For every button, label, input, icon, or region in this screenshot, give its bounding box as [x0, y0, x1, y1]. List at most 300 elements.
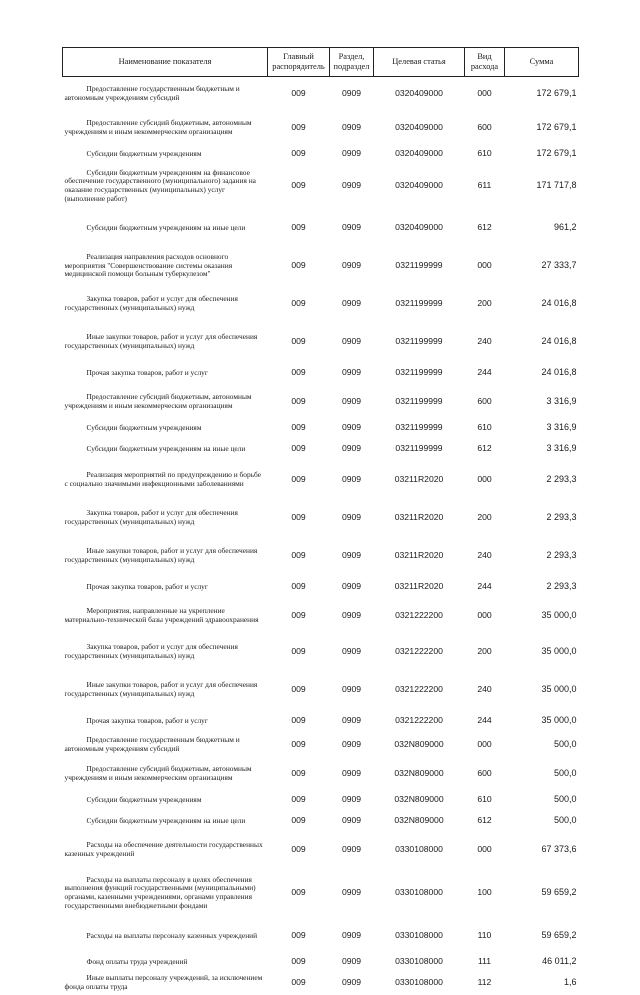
row-section [330, 709, 374, 733]
row-section [330, 791, 374, 809]
table-row [63, 599, 579, 633]
row-name-text: Предоставление субсидий бюджетным, автономным учреждениям и иным некоммерческим организациям [65, 764, 252, 782]
row-name-text: Прочая закупка товаров, работ и услуг [87, 368, 208, 377]
row-amount-text: 3 316,9 [546, 422, 576, 432]
row-section [330, 247, 374, 285]
row-main-admin-text: 009 [291, 148, 305, 158]
row-expense-type [465, 733, 505, 757]
row-target-article-text: 0321199999 [395, 336, 442, 346]
row-expense-type-text: 600 [477, 768, 491, 778]
row-section-text: 0909 [342, 474, 361, 484]
row-main-admin [268, 809, 330, 833]
row-name [63, 145, 268, 163]
row-target-article [374, 111, 465, 145]
row-target-article [374, 323, 465, 361]
row-amount [505, 111, 579, 145]
row-amount-text: 35 000,0 [541, 646, 576, 656]
row-expense-type [465, 461, 505, 499]
table-row [63, 461, 579, 499]
row-amount [505, 833, 579, 867]
row-expense-type [465, 419, 505, 437]
row-target-article-text: 0320409000 [395, 148, 443, 158]
row-section [330, 671, 374, 709]
table-row [63, 285, 579, 323]
row-amount-text: 27 333,7 [541, 260, 576, 270]
row-expense-type [465, 145, 505, 163]
row-amount [505, 867, 579, 919]
row-expense-type-text: 612 [477, 222, 491, 232]
row-target-article [374, 145, 465, 163]
row-expense-type-text: 200 [477, 298, 491, 308]
row-name-text: Прочая закупка товаров, работ и услуг [87, 582, 208, 591]
row-amount [505, 971, 579, 995]
row-amount-text: 171 717,8 [536, 180, 576, 190]
row-main-admin [268, 791, 330, 809]
row-section [330, 323, 374, 361]
row-amount-text: 24 016,8 [541, 298, 576, 308]
row-main-admin-text: 009 [291, 122, 305, 132]
row-expense-type [465, 809, 505, 833]
table-row [63, 791, 579, 809]
table-row [63, 537, 579, 575]
row-expense-type [465, 599, 505, 633]
table-row [63, 757, 579, 791]
row-name-text: Закупка товаров, работ и услуг для обеспечения государственных (муниципальных) нужд [65, 294, 238, 312]
row-expense-type-text: 244 [477, 581, 491, 591]
row-amount-text: 24 016,8 [541, 336, 576, 346]
row-section [330, 145, 374, 163]
row-expense-type [465, 437, 505, 461]
row-section-text: 0909 [342, 930, 361, 940]
header-section: Раздел, подраздел [330, 48, 374, 77]
row-expense-type-text: 112 [478, 977, 492, 987]
table-row [63, 733, 579, 757]
row-section [330, 733, 374, 757]
row-section-text: 0909 [342, 684, 361, 694]
row-target-article-text: 0321222200 [395, 646, 443, 656]
row-name-text: Прочая закупка товаров, работ и услуг [87, 716, 208, 725]
row-main-admin-text: 009 [291, 422, 305, 432]
row-amount [505, 633, 579, 671]
row-name [63, 419, 268, 437]
row-main-admin [268, 971, 330, 995]
row-amount [505, 209, 579, 247]
row-expense-type-text: 240 [477, 550, 491, 560]
row-section-text: 0909 [342, 739, 361, 749]
row-target-article [374, 385, 465, 419]
table-row [63, 499, 579, 537]
row-main-admin [268, 709, 330, 733]
row-main-admin [268, 867, 330, 919]
row-amount-text: 961,2 [554, 222, 577, 232]
row-amount-text: 35 000,0 [541, 610, 576, 620]
row-name-text: Субсидии бюджетным учреждениям [87, 423, 202, 432]
row-target-article [374, 437, 465, 461]
row-main-admin [268, 361, 330, 385]
row-section-text: 0909 [342, 794, 361, 804]
row-main-admin-text: 009 [291, 298, 305, 308]
row-name-text: Реализация направления расходов основного мероприятия "Совершенствование системы оказания медицинской помощи больным туберкулезом" [65, 252, 233, 278]
row-name-text: Предоставление государственным бюджетным и автономным учреждениям субсидий [65, 84, 240, 102]
row-target-article [374, 733, 465, 757]
row-name-text: Иные выплаты персоналу учреждений, за исключением фонда оплаты труда [65, 973, 263, 991]
row-target-article [374, 599, 465, 633]
row-amount [505, 953, 579, 971]
row-amount [505, 247, 579, 285]
row-name [63, 633, 268, 671]
row-main-admin-text: 009 [291, 260, 305, 270]
row-name-text: Субсидии бюджетным учреждениям на финансовое обеспечение государственного (муниципального) задания на оказание государственных (муниципальных) услуг (выполнение работ) [65, 168, 256, 203]
row-main-admin-text: 009 [291, 550, 305, 560]
row-expense-type [465, 77, 505, 112]
table-row [63, 111, 579, 145]
row-section [330, 385, 374, 419]
row-expense-type-text: 600 [477, 396, 491, 406]
row-amount [505, 791, 579, 809]
row-target-article [374, 971, 465, 995]
row-expense-type-text: 611 [478, 180, 492, 190]
row-expense-type [465, 633, 505, 671]
row-amount [505, 809, 579, 833]
row-main-admin-text: 009 [291, 367, 305, 377]
row-name [63, 575, 268, 599]
row-section [330, 461, 374, 499]
row-main-admin-text: 009 [291, 336, 305, 346]
row-main-admin [268, 419, 330, 437]
row-name-text: Предоставление субсидий бюджетным, автономным учреждениям и иным некоммерческим организациям [65, 118, 252, 136]
row-section-text: 0909 [342, 768, 361, 778]
row-amount [505, 419, 579, 437]
row-expense-type-text: 612 [477, 815, 491, 825]
row-amount-text: 59 659,2 [541, 887, 576, 897]
row-section-text: 0909 [342, 88, 361, 98]
row-target-article-text: 0320409000 [395, 222, 443, 232]
header-name: Наименование показателя [63, 48, 268, 77]
row-main-admin [268, 77, 330, 112]
row-target-article-text: 032N809000 [394, 815, 443, 825]
row-name [63, 537, 268, 575]
row-main-admin-text: 009 [291, 815, 305, 825]
row-main-admin [268, 919, 330, 953]
row-name-text: Расходы на выплаты персоналу казенных учреждений [87, 931, 258, 940]
row-target-article-text: 03211R2020 [395, 581, 444, 591]
row-amount [505, 461, 579, 499]
row-section [330, 971, 374, 995]
row-section [330, 953, 374, 971]
row-name [63, 361, 268, 385]
table-row [63, 633, 579, 671]
row-main-admin [268, 575, 330, 599]
header-amount: Сумма [505, 48, 579, 77]
row-amount [505, 599, 579, 633]
row-name-text: Предоставление государственным бюджетным и автономным учреждениям субсидий [65, 735, 240, 753]
row-expense-type [465, 919, 505, 953]
row-name [63, 867, 268, 919]
row-name [63, 209, 268, 247]
row-name-text: Закупка товаров, работ и услуг для обеспечения государственных (муниципальных) нужд [65, 642, 238, 660]
table-row [63, 809, 579, 833]
row-name-text: Субсидии бюджетным учреждениям [87, 795, 202, 804]
row-main-admin-text: 009 [291, 977, 305, 987]
row-name-text: Закупка товаров, работ и услуг для обеспечения государственных (муниципальных) нужд [65, 508, 238, 526]
row-main-admin [268, 461, 330, 499]
row-amount-text: 46 011,2 [542, 956, 576, 966]
row-target-article-text: 0321199999 [395, 396, 442, 406]
row-name-text: Субсидии бюджетным учреждениям на иные цели [87, 223, 246, 232]
row-section [330, 537, 374, 575]
row-main-admin [268, 285, 330, 323]
row-section [330, 285, 374, 323]
row-section [330, 633, 374, 671]
table-row [63, 919, 579, 953]
row-section [330, 599, 374, 633]
row-section [330, 575, 374, 599]
row-target-article [374, 419, 465, 437]
row-expense-type-text: 000 [477, 739, 491, 749]
row-expense-type [465, 361, 505, 385]
row-amount [505, 671, 579, 709]
row-expense-type [465, 757, 505, 791]
row-amount [505, 361, 579, 385]
row-name [63, 499, 268, 537]
table-row [63, 867, 579, 919]
row-target-article [374, 499, 465, 537]
row-target-article-text: 0320409000 [395, 88, 443, 98]
row-section-text: 0909 [342, 956, 361, 966]
row-target-article-text: 032N809000 [394, 768, 443, 778]
row-expense-type [465, 247, 505, 285]
row-amount [505, 285, 579, 323]
row-target-article-text: 0321199999 [395, 422, 442, 432]
row-main-admin-text: 009 [291, 739, 305, 749]
row-section [330, 867, 374, 919]
row-main-admin-text: 009 [291, 646, 305, 656]
row-main-admin [268, 499, 330, 537]
row-amount [505, 163, 579, 209]
row-target-article [374, 461, 465, 499]
row-expense-type-text: 610 [477, 422, 491, 432]
table-row [63, 209, 579, 247]
row-name-text: Фонд оплаты труда учреждений [87, 957, 188, 966]
row-amount-text: 500,0 [554, 739, 577, 749]
row-target-article [374, 709, 465, 733]
row-section-text: 0909 [342, 122, 361, 132]
row-section-text: 0909 [342, 550, 361, 560]
row-expense-type [465, 791, 505, 809]
row-amount [505, 499, 579, 537]
row-section-text: 0909 [342, 610, 361, 620]
table-row [63, 419, 579, 437]
row-name [63, 919, 268, 953]
row-expense-type [465, 709, 505, 733]
row-name-text: Предоставление субсидий бюджетным, автономным учреждениям и иным некоммерческим организациям [65, 392, 252, 410]
row-main-admin-text: 009 [291, 794, 305, 804]
row-section-text: 0909 [342, 512, 361, 522]
row-target-article [374, 867, 465, 919]
row-name-text: Реализация мероприятий по предупреждению и борьбе с социально значимыми инфекционными заболеваниями [65, 470, 261, 488]
row-name [63, 385, 268, 419]
row-target-article [374, 247, 465, 285]
row-section [330, 809, 374, 833]
row-expense-type [465, 499, 505, 537]
row-target-article [374, 919, 465, 953]
row-name-text: Иные закупки товаров, работ и услуг для обеспечения государственных (муниципальных) нужд [65, 680, 258, 698]
row-section [330, 163, 374, 209]
row-expense-type [465, 323, 505, 361]
table-row [63, 247, 579, 285]
row-expense-type-text: 000 [477, 610, 491, 620]
row-expense-type [465, 953, 505, 971]
row-section [330, 419, 374, 437]
row-main-admin-text: 009 [291, 610, 305, 620]
row-target-article [374, 77, 465, 112]
row-amount-text: 2 293,3 [546, 512, 576, 522]
row-amount-text: 500,0 [554, 815, 577, 825]
row-target-article-text: 032N809000 [394, 739, 443, 749]
table-row [63, 971, 579, 995]
table-row [63, 671, 579, 709]
table-row [63, 361, 579, 385]
row-section-text: 0909 [342, 222, 361, 232]
row-name-text: Субсидии бюджетным учреждениям [87, 149, 202, 158]
row-name-text: Субсидии бюджетным учреждениям на иные цели [87, 816, 246, 825]
row-main-admin-text: 009 [291, 88, 305, 98]
row-target-article [374, 575, 465, 599]
row-section-text: 0909 [342, 298, 361, 308]
row-expense-type [465, 111, 505, 145]
row-amount-text: 2 293,3 [546, 474, 576, 484]
row-target-article-text: 0321222200 [395, 684, 443, 694]
row-expense-type-text: 200 [477, 512, 491, 522]
row-target-article [374, 953, 465, 971]
table-row [63, 323, 579, 361]
table-row [63, 77, 579, 112]
row-section [330, 499, 374, 537]
row-expense-type-text: 111 [478, 956, 491, 966]
row-main-admin-text: 009 [291, 180, 305, 190]
row-target-article [374, 791, 465, 809]
row-amount [505, 385, 579, 419]
row-amount [505, 77, 579, 112]
row-section-text: 0909 [342, 422, 361, 432]
table-body [63, 77, 579, 995]
row-name-text: Иные закупки товаров, работ и услуг для обеспечения государственных (муниципальных) нужд [65, 332, 258, 350]
row-main-admin [268, 247, 330, 285]
row-name [63, 809, 268, 833]
row-amount [505, 709, 579, 733]
table-row [63, 953, 579, 971]
row-expense-type-text: 610 [477, 794, 491, 804]
row-expense-type-text: 000 [477, 474, 491, 484]
row-section-text: 0909 [342, 148, 361, 158]
row-expense-type-text: 244 [477, 367, 491, 377]
row-target-article [374, 163, 465, 209]
row-name [63, 285, 268, 323]
row-amount [505, 919, 579, 953]
row-name-text: Мероприятия, направленные на укрепление материально-технической базы учреждений здравоохранения [65, 606, 259, 624]
row-amount-text: 3 316,9 [546, 396, 576, 406]
row-amount-text: 35 000,0 [541, 684, 576, 694]
table-row [63, 385, 579, 419]
row-main-admin [268, 633, 330, 671]
row-name [63, 757, 268, 791]
header-expense-type: Вид расхода [465, 48, 505, 77]
row-section-text: 0909 [342, 336, 361, 346]
row-main-admin [268, 385, 330, 419]
row-expense-type [465, 385, 505, 419]
row-name-text: Расходы на обеспечение деятельности государственных казенных учреждений [65, 840, 263, 858]
row-section-text: 0909 [342, 715, 361, 725]
row-name [63, 733, 268, 757]
row-section-text: 0909 [342, 977, 361, 987]
row-amount-text: 172 679,1 [536, 88, 576, 98]
row-target-article-text: 0330108000 [395, 977, 443, 987]
row-section-text: 0909 [342, 180, 361, 190]
row-name-text: Расходы на выплаты персоналу в целях обеспечения выполнения функций государственными (муниципальными) органами, казенными учреждениями, органами управления государственными внебюджетными фондами [65, 875, 256, 910]
row-amount [505, 437, 579, 461]
row-section [330, 757, 374, 791]
table-row [63, 437, 579, 461]
row-amount [505, 757, 579, 791]
row-main-admin-text: 009 [291, 768, 305, 778]
row-target-article-text: 0321199999 [395, 443, 442, 453]
row-main-admin [268, 145, 330, 163]
row-expense-type [465, 285, 505, 323]
row-section [330, 437, 374, 461]
row-target-article-text: 0321222200 [395, 715, 443, 725]
row-name [63, 971, 268, 995]
row-target-article [374, 209, 465, 247]
row-section-text: 0909 [342, 887, 361, 897]
row-target-article-text: 03211R2020 [395, 550, 444, 560]
table-row [63, 833, 579, 867]
row-section-text: 0909 [342, 646, 361, 656]
row-section-text: 0909 [342, 396, 361, 406]
table-header [63, 48, 579, 77]
row-name-text: Субсидии бюджетным учреждениям на иные цели [87, 444, 246, 453]
row-main-admin-text: 009 [291, 956, 305, 966]
row-amount-text: 2 293,3 [546, 550, 576, 560]
row-target-article [374, 671, 465, 709]
table-row [63, 145, 579, 163]
row-expense-type-text: 240 [477, 336, 491, 346]
row-expense-type-text: 612 [477, 443, 491, 453]
row-name [63, 709, 268, 733]
row-main-admin-text: 009 [291, 684, 305, 694]
row-name [63, 111, 268, 145]
row-main-admin-text: 009 [291, 887, 305, 897]
row-amount-text: 67 373,6 [541, 844, 576, 854]
row-expense-type-text: 610 [477, 148, 491, 158]
row-main-admin-text: 009 [291, 715, 305, 725]
row-section-text: 0909 [342, 844, 361, 854]
row-section [330, 111, 374, 145]
row-amount-text: 1,6 [564, 977, 577, 987]
row-target-article [374, 285, 465, 323]
row-name [63, 953, 268, 971]
row-section [330, 919, 374, 953]
row-expense-type-text: 600 [477, 122, 491, 132]
row-section-text: 0909 [342, 367, 361, 377]
row-expense-type-text: 100 [477, 887, 491, 897]
row-main-admin-text: 009 [291, 512, 305, 522]
row-target-article [374, 757, 465, 791]
row-target-article [374, 537, 465, 575]
row-name [63, 77, 268, 112]
row-main-admin [268, 757, 330, 791]
row-expense-type-text: 200 [477, 646, 491, 656]
row-main-admin-text: 009 [291, 222, 305, 232]
